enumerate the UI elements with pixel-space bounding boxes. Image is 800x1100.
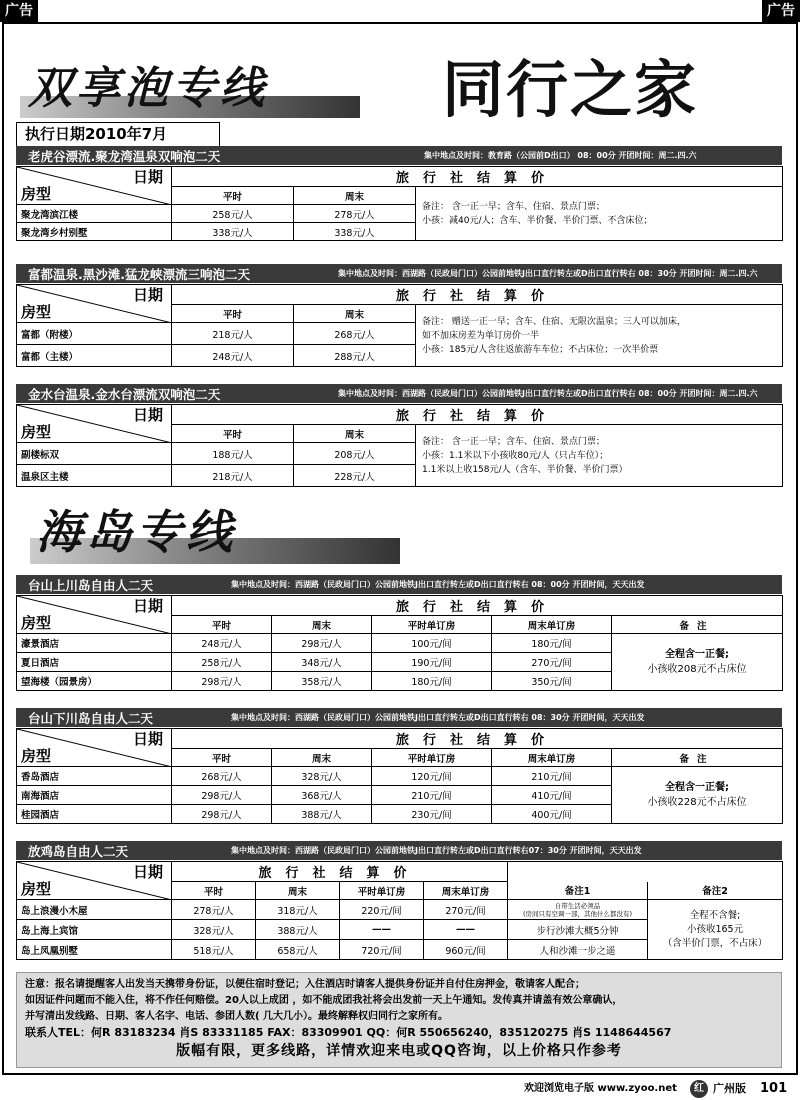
hotel-name: 望海楼（园景房）: [17, 672, 172, 691]
section5-name: 台山下川岛自由人二天: [28, 711, 154, 726]
weekday-header: 平时: [172, 305, 294, 323]
note-line: (房间只有空调一部，其他什么都没有): [522, 909, 633, 918]
note-line: 自带生活必须品: [554, 901, 601, 910]
hotel-name: 岛上浪漫小木屋: [17, 900, 172, 920]
section4-name: 台山上川岛自由人二天: [28, 578, 154, 593]
hotel-name: 岛上海上宾馆: [17, 920, 172, 940]
weekday-price: 188元/人: [172, 443, 294, 465]
note-line: 备注： 赠送一正一早；含车、住宿、无限次温泉；三人可以加床，: [422, 316, 686, 327]
weekend-price: 348元/人: [272, 653, 372, 672]
room-type-label: 房型: [21, 423, 52, 441]
section1-header: [16, 146, 782, 165]
note-line: 小孩：185元/人含往返旅游车车位；不占床位；一次半价票: [422, 344, 659, 355]
weekday-price: 268元/人: [172, 767, 272, 786]
weekday-single-price: 720元/间: [340, 940, 424, 960]
weekend-single-price: 400元/间: [492, 805, 612, 824]
weekday-price: 298元/人: [172, 805, 272, 824]
weekend-header: 周末: [294, 305, 416, 323]
weekday-price: 258元/人: [172, 653, 272, 672]
section4-header: [16, 575, 782, 594]
price-header: 旅行社结算价: [172, 405, 783, 425]
note-line: 小孩收208元不占床位: [647, 664, 747, 675]
weekend-header: 周末: [272, 749, 372, 767]
weekend-price: 288元/人: [294, 345, 416, 367]
weekday-single-header: 平时单订房: [372, 749, 492, 767]
weekend-price: 298元/人: [272, 634, 372, 653]
weekend-header: 周末: [294, 425, 416, 443]
hotel-name: 岛上凤凰别墅: [17, 940, 172, 960]
weekday-single-price: 120元/间: [372, 767, 492, 786]
weekday-price: 248元/人: [172, 634, 272, 653]
page-number: 101: [760, 1081, 788, 1096]
table-row: [17, 900, 783, 920]
weekday-price: 218元/人: [172, 465, 294, 487]
section2-notes: [416, 305, 783, 367]
room-type-label: 房型: [21, 614, 52, 632]
notice-line: 注意：报名请提醒客人出发当天携带身份证，以便住宿时登记；入住酒店时请客人提供身份证并自付住房押金，敬请客人配合；: [25, 979, 585, 990]
remark-header: 备注: [612, 616, 783, 634]
section2-table: [16, 284, 783, 367]
section3-notes: [416, 425, 783, 487]
note1-cell: [508, 900, 648, 920]
weekend-single-price: 180元/间: [492, 634, 612, 653]
date-label: 日期: [132, 406, 163, 424]
weekday-single-price: 190元/间: [372, 653, 492, 672]
weekend-single-header: 周末单订房: [424, 882, 508, 900]
date-label: 日期: [132, 730, 163, 748]
section5-table: [16, 728, 783, 824]
section4-table: [16, 595, 783, 691]
note1-cell: 步行沙滩大概5分钟: [508, 920, 648, 940]
section3-info: 集中地点及时间：西湖路（民政局门口）公园前地铁J出口直行转左或D出口直行转右 08：00分 开团时间：周二.四.六: [338, 389, 758, 398]
hotel-name: 香岛酒店: [17, 767, 172, 786]
room-date-cell: [17, 405, 172, 443]
hotel-name: 桂园酒店: [17, 805, 172, 824]
weekend-price: 658元/人: [256, 940, 340, 960]
note-line: 全程含一正餐;: [665, 782, 730, 793]
weekday-price: 328元/人: [172, 920, 256, 940]
section2-info: 集中地点及时间：西湖路（民政局门口）公园前地铁J出口直行转左或D出口直行转右 08：30分 开团时间：周二.四.六: [338, 269, 758, 278]
weekday-header: 平时: [172, 187, 294, 205]
remark1-header: 备注1: [508, 882, 648, 900]
room-name: 聚龙湾乡村别墅: [17, 223, 172, 241]
weekend-single-price: 270元/间: [492, 653, 612, 672]
footer-edition: 广州版: [713, 1082, 746, 1095]
section6-header: [16, 841, 782, 860]
note1-cell: 人和沙滩一步之遥: [508, 940, 648, 960]
table-row: [17, 767, 783, 786]
weekend-single-price: 350元/间: [492, 672, 612, 691]
weekday-price: 278元/人: [172, 900, 256, 920]
room-name: 副楼标双: [17, 443, 172, 465]
weekend-price: 228元/人: [294, 465, 416, 487]
ad-label-left: 广告: [0, 0, 38, 22]
room-name: 富都（附楼）: [17, 323, 172, 345]
note-line: 小孩收165元: [686, 923, 744, 935]
weekend-header: 周末: [256, 882, 340, 900]
weekday-header: 平时: [172, 616, 272, 634]
note-line: 小孩：减40元/人；含车、半价餐、半价门票、不含床位；: [422, 215, 653, 226]
weekend-single-price: ——: [424, 920, 508, 940]
weekend-price: 328元/人: [272, 767, 372, 786]
weekend-header: 周末: [294, 187, 416, 205]
weekend-price: 318元/人: [256, 900, 340, 920]
contact-line: 联系人TEL：何R 83183234 肖S 83331185 FAX：83309901 QQ：何R 550656240，835120275 肖S 1148644567: [25, 1026, 672, 1039]
weekday-single-price: 100元/间: [372, 634, 492, 653]
notice-box: [16, 972, 782, 1068]
room-name: 富都（主楼）: [17, 345, 172, 367]
weekday-single-header: 平时单订房: [340, 882, 424, 900]
title-left: 双享泡专线: [28, 63, 268, 114]
section5-info: 集中地点及时间：西湖路（民政局门口）公园前地铁J出口直行转左或D出口直行转右 08：30分 开团时间，天天出发: [231, 713, 645, 722]
closing-line: 版幅有限，更多线路，详情欢迎来电或QQ咨询，以上价格只作参考: [176, 1043, 622, 1059]
section1-name: 老虎谷漂流.聚龙湾温泉双响泡二天: [28, 149, 221, 164]
weekend-price: 278元/人: [294, 205, 416, 223]
weekend-single-price: 960元/间: [424, 940, 508, 960]
remark2-header: 备注2: [648, 882, 783, 900]
hotel-name: 夏日酒店: [17, 653, 172, 672]
price-header: 旅行社结算价: [172, 862, 508, 882]
exec-date: 执行日期2010年7月: [16, 122, 220, 146]
weekend-price: 268元/人: [294, 323, 416, 345]
price-header: 旅行社结算价: [172, 596, 783, 616]
weekday-price: 298元/人: [172, 672, 272, 691]
remark-header: 备注: [612, 749, 783, 767]
weekday-price: 218元/人: [172, 323, 294, 345]
note-line: 备注： 含一正一早；含车、住宿、景点门票；: [422, 436, 605, 447]
weekday-header: 平时: [172, 749, 272, 767]
section6-table: [16, 861, 783, 960]
weekday-price: 298元/人: [172, 786, 272, 805]
room-type-label: 房型: [21, 185, 52, 203]
weekday-price: 338元/人: [172, 223, 294, 241]
weekend-price: 338元/人: [294, 223, 416, 241]
weekend-price: 208元/人: [294, 443, 416, 465]
price-header: 旅行社结算价: [172, 729, 783, 749]
weekend-single-header: 周末单订房: [492, 749, 612, 767]
section6-notes2: [648, 900, 783, 960]
section1-info: 集中地点及时间：教育路（公园前D出口） 08：00分 开团时间：周二.四.六: [424, 151, 697, 160]
room-name: 聚龙湾滨江楼: [17, 205, 172, 223]
hotel-name: 濠景酒店: [17, 634, 172, 653]
section6-info: 集中地点及时间：西湖路（民政局门口）公园前地铁J出口直行转左或D出口直行转右07：30分 开团时间，天天出发: [231, 846, 642, 855]
table-row: [17, 634, 783, 653]
weekend-header: 周末: [272, 616, 372, 634]
price-header: 旅行社结算价: [172, 167, 783, 187]
note-line: 1.1米以上收158元/人（含车、半价餐、半价门票）: [422, 464, 628, 475]
section1-table: [16, 166, 783, 241]
weekend-price: 388元/人: [272, 805, 372, 824]
weekend-single-price: 210元/间: [492, 767, 612, 786]
weekend-price: 388元/人: [256, 920, 340, 940]
section3-table: [16, 404, 783, 487]
weekday-header: 平时: [172, 425, 294, 443]
section3-name: 金水台温泉.金水台漂流双响泡二天: [28, 387, 221, 402]
weekday-single-header: 平时单订房: [372, 616, 492, 634]
weekday-single-price: 230元/间: [372, 805, 492, 824]
section2-name: 富都温泉.黑沙滩.猛龙峡漂流三响泡二天: [28, 267, 250, 282]
title-right: 同行之家: [442, 53, 699, 126]
weekend-single-price: 410元/间: [492, 786, 612, 805]
ad-label-right: 广告: [762, 0, 800, 22]
date-label: 日期: [132, 168, 163, 186]
hotel-name: 南海酒店: [17, 786, 172, 805]
weekend-price: 368元/人: [272, 786, 372, 805]
section5-notes: [612, 767, 783, 824]
note-line: 全程不含餐;: [689, 909, 741, 921]
notice-line: 如因证件问题而不能入住，将不作任何赔偿。20人以上成团 ，如不能成团我社将会出发前一天上午通知。发传真并请盖有效公章确认，: [25, 995, 623, 1006]
weekday-single-price: 220元/间: [340, 900, 424, 920]
room-date-cell: [17, 729, 172, 767]
section4-notes: [612, 634, 783, 691]
price-header: 旅行社结算价: [172, 285, 783, 305]
weekday-single-price: 210元/间: [372, 786, 492, 805]
section2-header: [16, 264, 782, 283]
title-island: 海岛专线: [36, 505, 236, 559]
section3-header: [16, 384, 782, 403]
weekend-price: 358元/人: [272, 672, 372, 691]
room-name: 温泉区主楼: [17, 465, 172, 487]
room-date-cell: [17, 167, 172, 205]
weekday-header: 平时: [172, 882, 256, 900]
note-line: 如不加床房差为单订房价一半: [422, 330, 540, 341]
room-date-cell: [17, 862, 172, 900]
notice-line: 并写清出发线路、日期、客人名字、电话、参团人数( 几大几小）。最终解释权归同行之家所有。: [25, 1011, 449, 1022]
note-line: （含半价门票，不占床）: [662, 937, 768, 949]
weekday-price: 248元/人: [172, 345, 294, 367]
room-type-label: 房型: [21, 747, 52, 765]
date-label: 日期: [132, 863, 163, 881]
section1-notes: [416, 187, 783, 241]
note-line: 小孩：1.1米以下小孩收80元/人（只占车位）；: [422, 450, 609, 461]
date-label: 日期: [132, 597, 163, 615]
section4-info: 集中地点及时间：西湖路（民政局门口）公园前地铁J出口直行转左或D出口直行转右 08：00分 开团时间，天天出发: [231, 580, 645, 589]
note-line: 备注： 含一正一早；含车、住宿、景点门票；: [422, 201, 605, 212]
room-date-cell: [17, 596, 172, 634]
date-label: 日期: [132, 286, 163, 304]
note-line: 全程含一正餐;: [665, 649, 730, 660]
weekend-single-price: 270元/间: [424, 900, 508, 920]
footer-browse: 欢迎浏览电子版 www.zyoo.net: [524, 1083, 677, 1094]
weekday-price: 518元/人: [172, 940, 256, 960]
header-blank: [508, 862, 783, 882]
weekday-price: 258元/人: [172, 205, 294, 223]
weekend-single-header: 周末单订房: [492, 616, 612, 634]
room-type-label: 房型: [21, 880, 52, 898]
weekday-single-price: ——: [340, 920, 424, 940]
weekday-single-price: 180元/间: [372, 672, 492, 691]
section5-header: [16, 708, 782, 727]
footer-logo: 红: [690, 1080, 708, 1098]
room-date-cell: [17, 285, 172, 323]
room-type-label: 房型: [21, 303, 52, 321]
note-line: 小孩收228元不占床位: [647, 797, 747, 808]
section6-name: 放鸡岛自由人二天: [28, 844, 129, 859]
